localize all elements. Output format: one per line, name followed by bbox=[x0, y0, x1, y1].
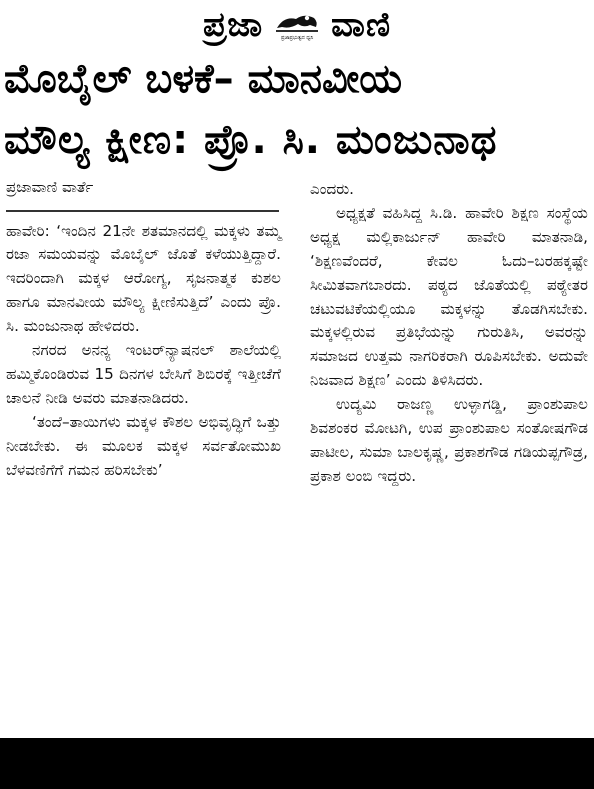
article-paragraph: ಅಧ್ಯಕ್ಷತೆ ವಹಿಸಿದ್ದ ಸಿ.ಡಿ. ಹಾವೇರಿ ಶಿಕ್ಷಣ ಸಂಸ್ಥೆಯ ಅಧ್ಯಕ್ಷ ಮಲ್ಲಿಕಾರ್ಜುನ್ ಹಾವೇರಿ ಮಾತನಾಡಿ, ‘ಶಿಕ್ಷಣವೆಂದರೆ, ಕೇವಲ ಓದು–ಬರಹಕ್ಕಷ್ಟೇ ಸೀಮಿತವಾಗಬಾರದು. ಪಠ್ಯದ ಜೊತೆಯಲ್ಲಿ ಪಠ್ಯೇತರ ಚಟುವಟಿಕೆಯಲ್ಲಿಯೂ ಮಕ್ಕಳನ್ನು ತೊಡಗಿಸಬೇಕು. ಮಕ್ಕಳಲ್ಲಿರುವ ಪ್ರತಿಭೆಯನ್ನು ಗುರುತಿಸಿ, ಅವರನ್ನು ಸಮಾಜದ ಉತ್ತಮ ನಾಗರಿಕರಾಗಿ ರೂಪಿಸಬೇಕು. ಅದುವೇ ನಿಜವಾದ ಶಿಕ್ಷಣ’ ಎಂದು ತಿಳಿಸಿದರು. bbox=[310, 203, 588, 390]
bottom-black-bar bbox=[0, 738, 594, 789]
masthead-title bbox=[203, 5, 391, 45]
article-paragraph: ‘ತಂದೆ–ತಾಯಿಗಳು ಮಕ್ಕಳ ಕೌಶಲ ಅಭಿವೃದ್ಧಿಗೆ ಒತ್ತು ನೀಡಬೇಕು. ಈ ಮೂಲಕ ಮಕ್ಕಳ ಸರ್ವತೋಮುಖ ಬೆಳವಣಿಗೆಗೆ ಗಮನ ಹರಿಸಬೇಕು’ bbox=[6, 412, 281, 479]
masthead-name-right: ವಾಣಿ bbox=[331, 5, 392, 45]
article-paragraph: ಹಾವೇರಿ: ‘ಇಂದಿನ 21ನೇ ಶತಮಾನದಲ್ಲಿ ಮಕ್ಕಳು ತಮ್ಮ ರಜಾ ಸಮಯವನ್ನು ಮೊಬೈಲ್ ಜೊತೆ ಕಳೆಯುತ್ತಿದ್ದಾರೆ. ಇದರಿಂದಾಗಿ ಮಕ್ಕಳ ಆರೋಗ್ಯ, ಸೃಜನಾತ್ಮಕ ಕುಶಲ ಹಾಗೂ ಮಾನವೀಯ ಮೌಲ್ಯ ಕ್ಷೀಣಿಸುತ್ತಿದೆ’ ಎಂದು ಪ್ರೊ. ಸಿ. ಮಂಜುನಾಥ ಹೇಳಿದರು. bbox=[6, 221, 281, 336]
article-paragraph: ಉದ್ಯಮಿ ರಾಜಣ್ಣ ಉಳ್ಳಾಗಡ್ಡಿ, ಪ್ರಾಂಶುಪಾಲ ಶಿವಶಂಕರ ಮೋಟಗಿ, ಉಪ ಪ್ರಾಂಶುಪಾಲ ಸಂತೋಷಗೌಡ ಪಾಟೀಲ, ಸುಮಾ ಬಾಲಕೃಷ್ಣ, ಪ್ರಕಾಶಗೌಡ ಗಡಿಯಪ್ಪಗೌಡ್ರ, ಪ್ರಕಾಶ ಲಂಬಿ ಇದ್ದರು. bbox=[310, 395, 588, 485]
article-headline bbox=[4, 50, 590, 172]
article-paragraph: ನಗರದ ಅನನ್ಯ ಇಂಟರ್‌ನ್ಯಾಷನಲ್ ಶಾಲೆಯಲ್ಲಿ ಹಮ್ಮಿಕೊಂಡಿರುವ 15 ದಿನಗಳ ಬೇಸಿಗೆ ಶಿಬಿರಕ್ಕೆ ಇತ್ತೀಚೆಗೆ ಚಾಲನೆ ನೀಡಿ ಅವರು ಮಾತನಾಡಿದರು. bbox=[6, 341, 281, 407]
masthead-tagline: ಪ್ರಜಾಪ್ರಭುತ್ವದ ಧ್ವನಿ bbox=[280, 34, 314, 41]
newspaper-emblem-icon bbox=[269, 10, 325, 41]
masthead bbox=[0, 2, 594, 48]
article-column-left bbox=[6, 176, 281, 482]
byline-divider bbox=[6, 210, 279, 212]
headline-line-2: ಮೌಲ್ಯ ಕ್ಷೀಣ: ಪ್ರೊ. ಸಿ. ಮಂಜುನಾಥ bbox=[4, 117, 498, 163]
masthead-name-left: ಪ್ರಜಾ bbox=[202, 5, 264, 45]
headline-line-1: ಮೊಬೈಲ್ ಬಳಕೆ– ಮಾನವೀಯ bbox=[4, 56, 403, 102]
byline: ಪ್ರಜಾವಾಣಿ ವಾರ್ತೆ bbox=[6, 178, 94, 196]
article-paragraph-continued: ಎಂದರು. bbox=[310, 180, 354, 198]
article-column-right bbox=[310, 178, 588, 489]
